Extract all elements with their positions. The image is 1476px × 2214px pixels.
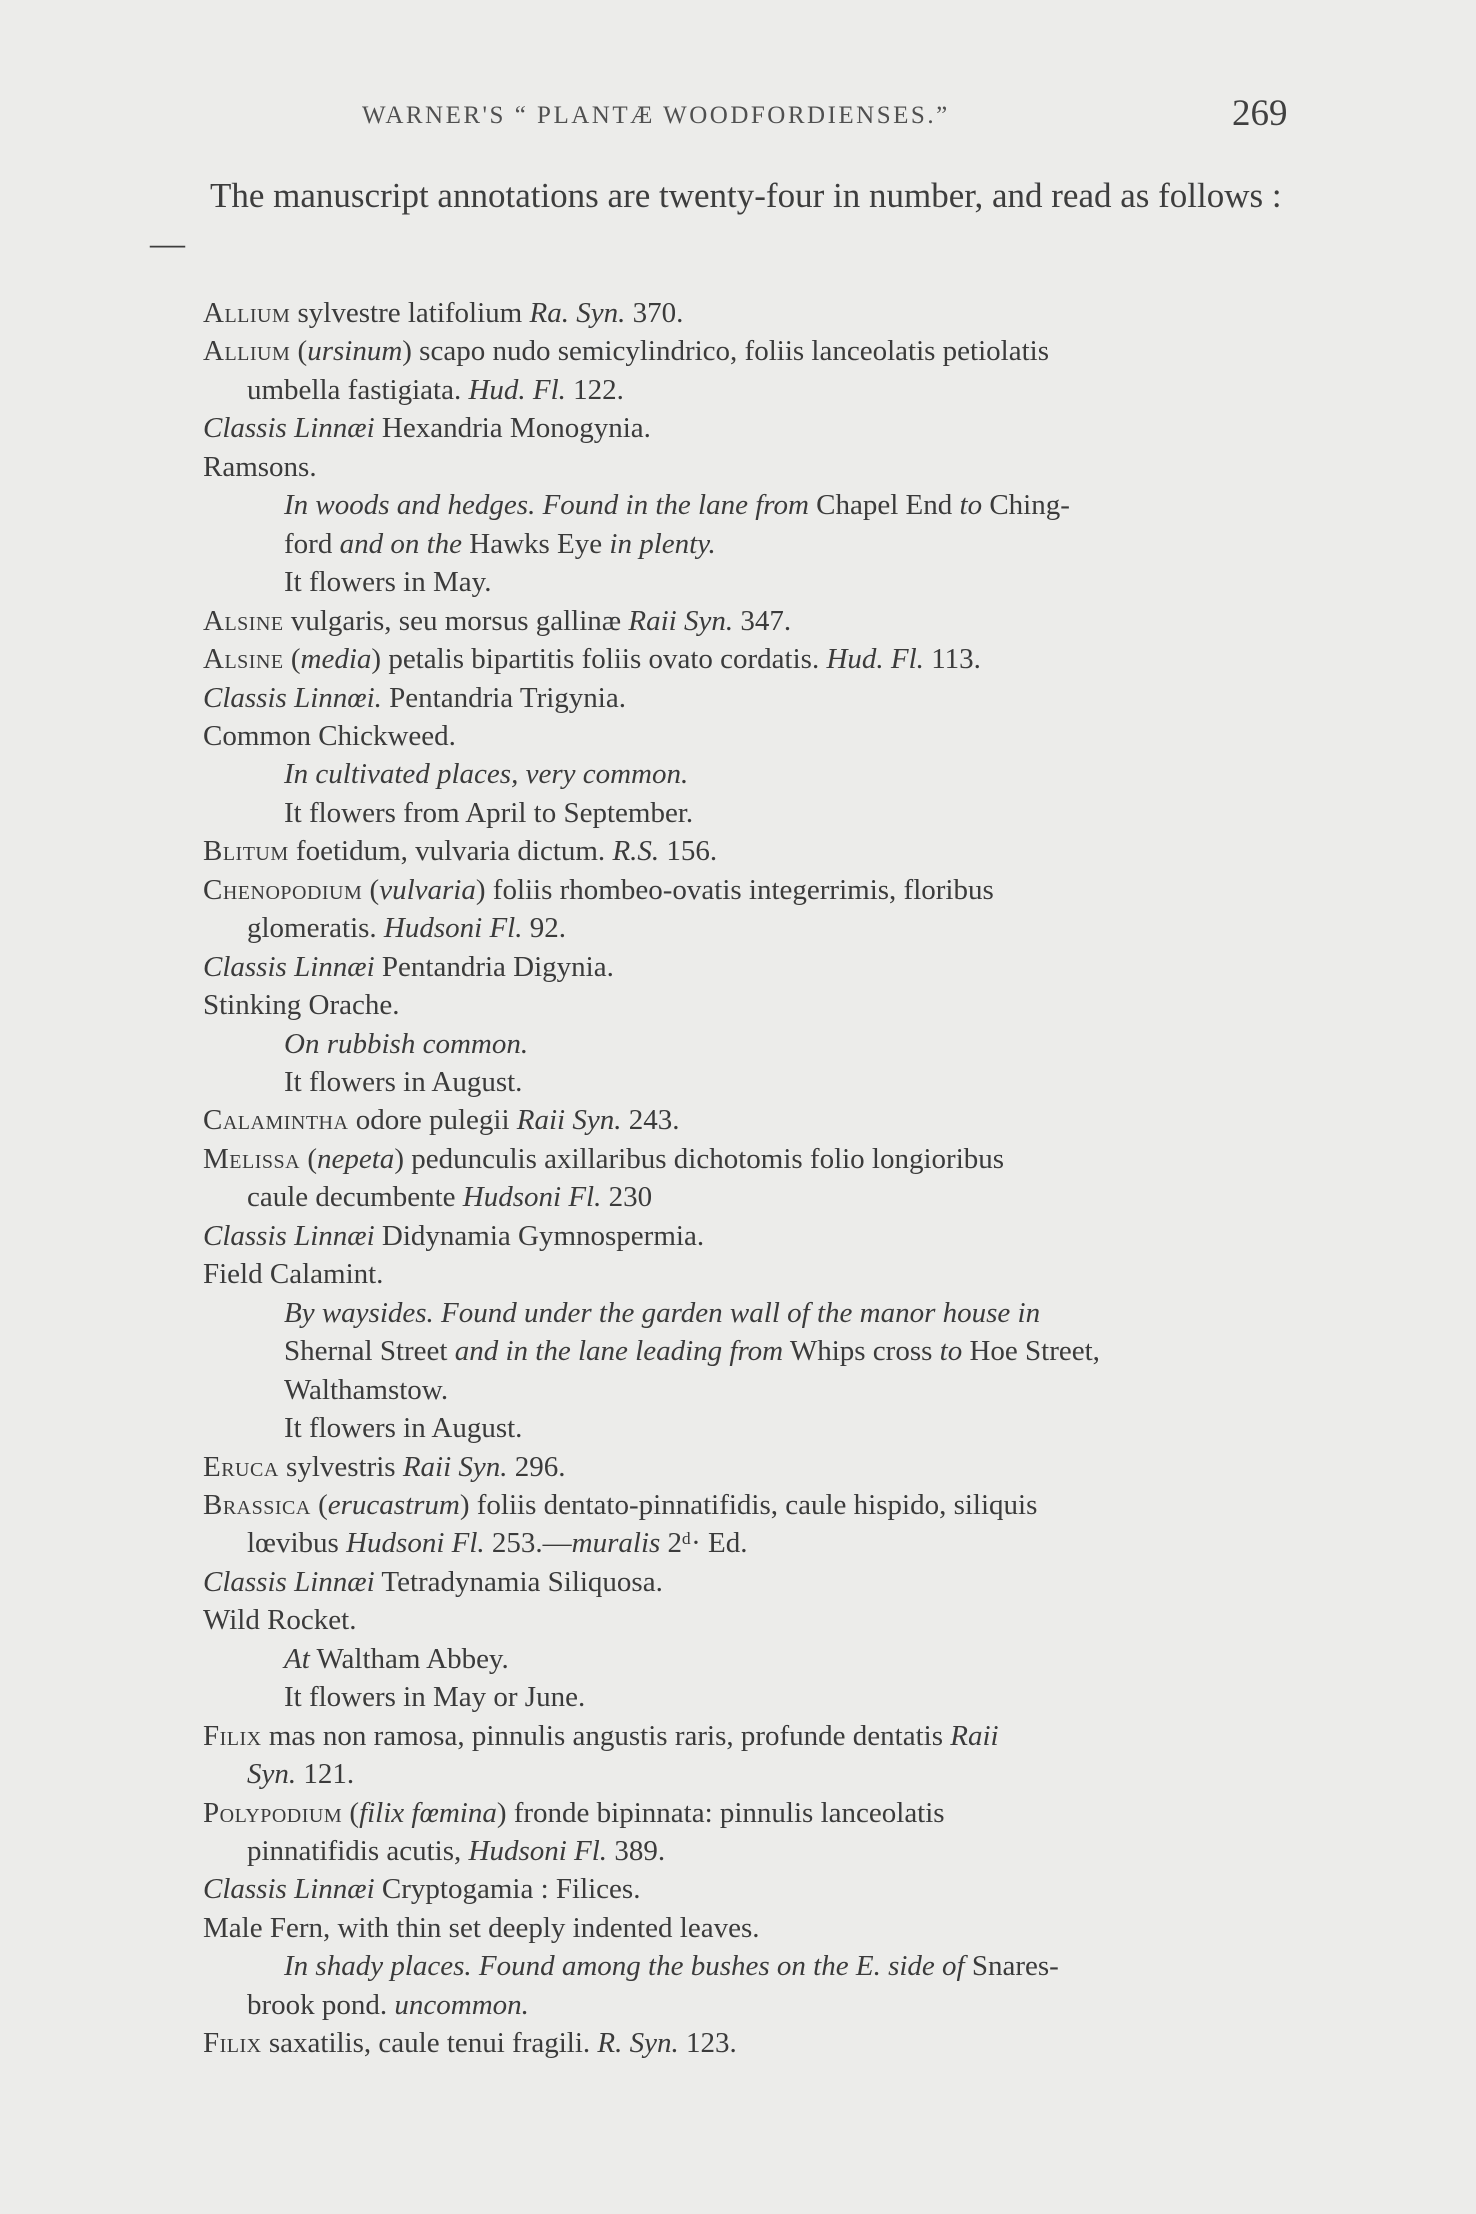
line-text: ) fronde bipinnata: pinnulis lanceolatis (496, 1796, 945, 1829)
line-text: 230 (601, 1181, 653, 1214)
line-text: 156. (659, 835, 718, 868)
annotation-line (203, 1449, 566, 1485)
italic-text: Classis Linnæi (203, 1565, 375, 1598)
genus-name: Eruca (203, 1450, 279, 1483)
line-text: sylvestre latifolium (290, 297, 530, 329)
italic-text: By waysides. Found under the garden wall of the manor house in (284, 1296, 1041, 1329)
italic-text: uncommon. (394, 1988, 529, 2021)
annotation-line (284, 1026, 528, 1062)
intro-paragraph (150, 172, 1310, 268)
annotation-line (203, 2025, 737, 2061)
italic-text: Raii Syn. (402, 1450, 508, 1483)
annotation-line (247, 1756, 354, 1792)
line-text: It flowers in May. (284, 566, 492, 599)
genus-name: Chenopodium (203, 873, 363, 906)
line-text: It flowers from April to September. (284, 796, 694, 829)
line-text: It flowers in August. (284, 1412, 523, 1445)
annotation-line (247, 1833, 665, 1869)
italic-text: Classis Linnæi (203, 412, 375, 445)
line-text: Waltham Abbey. (309, 1642, 509, 1675)
italic-text: and on the (339, 527, 463, 560)
line-text: It flowers in August. (284, 1066, 523, 1098)
annotation-line (284, 1641, 509, 1677)
line-text: Ramsons. (203, 450, 317, 483)
italic-text: to (959, 489, 983, 522)
italic-text: In cultivated places, very common. (284, 758, 689, 791)
italic-text: Hud. Fl. (826, 643, 924, 676)
annotation-line (284, 1948, 1059, 1984)
annotation-line (203, 872, 994, 908)
line-text: 389. (607, 1835, 666, 1867)
annotation-line (203, 1564, 663, 1600)
annotation-line (203, 449, 317, 485)
line-text: It flowers in May or June. (284, 1681, 586, 1714)
italic-text: vulvaria (379, 873, 476, 906)
annotation-line (203, 333, 1049, 369)
italic-text: Classis Linnæi (203, 1219, 375, 1252)
line-text: ) petalis bipartitis foliis ovato cordatis. (371, 643, 827, 676)
line-text: Didynamia Gymnospermia. (374, 1219, 705, 1252)
line-text: 2ᵈ· Ed. (660, 1527, 748, 1560)
annotation-line (203, 1910, 760, 1946)
line-text: Hawks Eye (462, 527, 610, 560)
annotation-line (203, 1256, 383, 1292)
annotation-line (203, 641, 981, 677)
genus-name: Blitum (203, 835, 289, 868)
annotation-line (284, 526, 716, 562)
line-text: 296. (507, 1450, 566, 1483)
italic-text: filix fœmina (359, 1796, 497, 1829)
italic-text: Syn. (247, 1758, 297, 1791)
italic-text: Raii Syn. (628, 604, 734, 637)
italic-text: Classis Linnæi (203, 1873, 375, 1906)
line-text: umbella fastigiata. (247, 373, 469, 406)
italic-text: in plenty. (609, 527, 716, 560)
line-text: Pentandria Trigynia. (381, 681, 626, 714)
annotation-line (284, 756, 688, 792)
line-text: ( (290, 335, 308, 368)
line-text: Ching- (982, 489, 1070, 522)
genus-name: Allium (203, 297, 291, 329)
line-text: ford (284, 527, 340, 560)
annotation-line (284, 487, 1070, 523)
running-header (0, 93, 1476, 148)
genus-name: Brassica (203, 1488, 311, 1521)
annotation-line (247, 1525, 747, 1561)
line-text: Stinking Orache. (203, 989, 400, 1022)
line-text: Whips cross (783, 1335, 940, 1368)
line-text: 113. (923, 643, 981, 676)
line-text: brook pond. (247, 1988, 395, 2021)
line-text: ( (342, 1796, 360, 1829)
line-text: Hoe Street, (962, 1335, 1100, 1368)
italic-text: muralis (571, 1527, 661, 1560)
genus-name: Allium (203, 335, 291, 368)
italic-text: Ra. Syn. (529, 297, 626, 329)
annotation-line (284, 795, 693, 831)
annotation-line (203, 680, 626, 716)
annotation-line (247, 1179, 652, 1215)
annotation-line (284, 1295, 1040, 1331)
annotation-line (284, 1333, 1100, 1369)
italic-text: Raii Syn. (516, 1104, 622, 1137)
italic-text: On rubbish common. (284, 1027, 529, 1060)
line-text: 121. (296, 1758, 355, 1791)
running-title: WARNER'S “ PLANTÆ WOODFORDIENSES.” (362, 102, 950, 129)
annotation-line (203, 987, 400, 1023)
genus-name: Calamintha (203, 1104, 349, 1137)
line-text: Common Chickweed. (203, 719, 456, 752)
line-text: 347. (733, 604, 792, 637)
annotation-line (203, 1487, 1037, 1523)
italic-text: Classis Linnæi (203, 950, 375, 983)
italic-text: Hudsoni Fl. (383, 912, 523, 945)
line-text: Wild Rocket. (203, 1604, 357, 1637)
annotation-line (203, 295, 683, 331)
line-text: Shernal Street (284, 1335, 455, 1368)
line-text: odore pulegii (348, 1104, 517, 1137)
annotation-line (203, 1602, 356, 1638)
italic-text: erucastrum (327, 1488, 460, 1521)
line-text: Snares- (964, 1950, 1059, 1983)
italic-text: Hudsoni Fl. (346, 1527, 485, 1560)
italic-text: R.S. (612, 835, 660, 868)
annotation-line (284, 1372, 448, 1408)
italic-text: Raii (950, 1719, 999, 1752)
line-text: Field Calamint. (203, 1258, 384, 1291)
line-text: 243. (621, 1104, 680, 1137)
genus-name: Alsine (203, 643, 284, 676)
italic-text: R. Syn. (597, 2027, 679, 2060)
italic-text: In woods and hedges. Found in the lane from (284, 489, 809, 522)
italic-text: Hudsoni Fl. (468, 1835, 608, 1867)
line-text: lœvibus (247, 1527, 347, 1560)
italic-text: and in the lane leading from (454, 1335, 784, 1368)
italic-text: nepeta (317, 1142, 395, 1175)
genus-name: Melissa (203, 1142, 301, 1175)
annotation-line (203, 718, 456, 754)
line-text: vulgaris, seu morsus gallinæ (283, 604, 629, 637)
page-number: 269 (1232, 93, 1288, 134)
italic-text: Classis Linnœi. (203, 681, 382, 714)
italic-text: ursinum (307, 335, 403, 368)
line-text: ) scapo nudo semicylindrico, foliis lanceolatis petiolatis (402, 335, 1049, 368)
line-text: 122. (565, 373, 624, 406)
annotation-line (247, 910, 566, 946)
line-text: ) foliis dentato-pinnatifidis, caule hispido, siliquis (459, 1488, 1038, 1521)
line-text: Hexandria Monogynia. (374, 412, 651, 445)
italic-text: Hudsoni Fl. (462, 1181, 602, 1214)
annotation-line (203, 1871, 640, 1907)
line-text: 123. (678, 2027, 737, 2060)
genus-name: Polypodium (203, 1796, 343, 1829)
intro-text: The manuscript annotations are twenty-four in number, and read as follows :— (150, 176, 1282, 263)
line-text: Pentandria Digynia. (374, 950, 614, 983)
line-text: Male Fern, with thin set deeply indented leaves. (203, 1911, 760, 1944)
annotation-line (203, 1102, 679, 1138)
line-text: foetidum, vulvaria dictum. (288, 835, 613, 868)
annotation-line (203, 1218, 704, 1254)
annotation-line (203, 603, 791, 639)
line-text: caule decumbente (247, 1181, 463, 1214)
line-text: mas non ramosa, pinnulis angustis raris, profunde dentatis (261, 1719, 951, 1752)
italic-text: media (300, 643, 372, 676)
annotation-line (247, 1987, 529, 2023)
line-text: ) pedunculis axillaribus dichotomis folio longioribus (394, 1142, 1005, 1175)
line-text: glomeratis. (247, 912, 384, 945)
italic-text: At (284, 1642, 310, 1675)
annotation-line (203, 1718, 999, 1754)
line-text: 370. (625, 297, 684, 329)
line-text: Tetradynamia Siliquosa. (374, 1565, 663, 1598)
annotation-line (203, 833, 717, 869)
annotation-line (284, 1679, 585, 1715)
italic-text: In shady places. Found among the bushes on the E. side of (284, 1950, 965, 1983)
annotation-line (284, 564, 492, 600)
italic-text: Hud. Fl. (468, 373, 566, 406)
line-text: ( (362, 873, 380, 906)
genus-name: Filix (203, 2027, 262, 2060)
annotation-line (203, 949, 614, 985)
line-text: ( (283, 643, 301, 676)
line-text: saxatilis, caule tenui fragili. (261, 2027, 598, 2060)
line-text: ( (300, 1142, 317, 1175)
annotation-line (247, 372, 624, 408)
line-text: pinnatifidis acutis, (247, 1835, 469, 1867)
annotation-line (284, 1064, 522, 1100)
annotation-line (284, 1410, 522, 1446)
line-text: Cryptogamia : Filices. (374, 1873, 641, 1906)
line-text: ( (310, 1488, 328, 1521)
annotation-line (203, 410, 651, 446)
line-text: Chapel End (808, 489, 960, 522)
line-text: 253.— (484, 1527, 572, 1560)
line-text: ) foliis rhombeo-ovatis integerrimis, floribus (475, 873, 994, 906)
annotation-line (203, 1795, 945, 1831)
line-text: sylvestris (278, 1450, 403, 1483)
genus-name: Alsine (203, 604, 284, 637)
line-text: 92. (522, 912, 566, 945)
genus-name: Filix (203, 1719, 262, 1752)
annotation-line (203, 1141, 1004, 1177)
line-text: Walthamstow. (284, 1373, 449, 1406)
italic-text: to (939, 1335, 963, 1368)
